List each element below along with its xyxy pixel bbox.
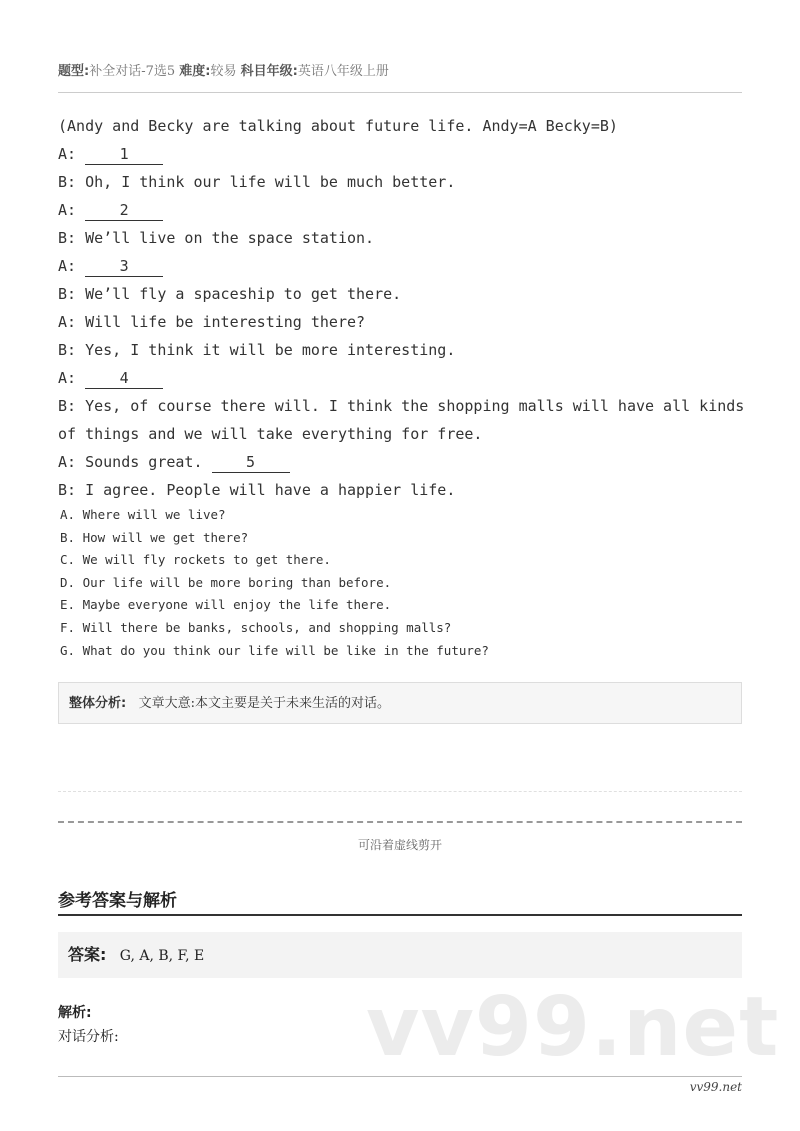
options-list (60, 504, 740, 662)
explanation-label: 解析: (58, 1005, 92, 1021)
faint-divider (58, 791, 742, 792)
header-divider (58, 92, 742, 93)
answer-label: 答案: (68, 945, 107, 964)
dialogue-line (58, 252, 742, 280)
dialog-analysis-label: 对话分析: (58, 1029, 119, 1045)
dialogue-line (58, 280, 742, 308)
dialogue-line (58, 168, 742, 196)
dialogue-text: B: We’ll live on the space station. (58, 229, 375, 247)
dialogue-text: B: We’ll fly a spaceship to get there. (58, 285, 402, 303)
dialogue-line (58, 224, 742, 252)
dialogue-text: B: Yes, of course there will. I think the shopping malls will have all kinds (58, 397, 745, 415)
option-item: D. Our life will be more boring than before. (60, 574, 392, 590)
dialogue-text: A: (58, 369, 86, 387)
cut-line (58, 821, 742, 823)
answer-box (58, 932, 742, 978)
option-item: E. Maybe everyone will enjoy the life there. (60, 597, 392, 613)
answer-blank[interactable]: 1 (85, 144, 163, 165)
dialogue-line (58, 364, 742, 392)
dialogue-text: (Andy and Becky are talking about future life. Andy=A Becky=B) (58, 117, 618, 135)
answer-blank[interactable]: 3 (85, 256, 163, 277)
option-item: C. We will fly rockets to get there. (60, 552, 331, 568)
dialogue-text: A: Will life be interesting there? (58, 313, 366, 331)
dialogue-text: B: Oh, I think our life will be much better. (58, 173, 456, 191)
cut-hint: 可沿着虚线剪开 (357, 838, 442, 852)
dialogue-text: A: (58, 257, 86, 275)
footer-site: vv99.net (689, 1080, 742, 1094)
answer-blank[interactable]: 5 (212, 452, 290, 473)
difficulty-value: 较易 (210, 64, 237, 79)
dialogue-line (58, 140, 742, 168)
section-divider (58, 914, 742, 916)
dialogue-line (58, 308, 742, 336)
dialogue-line (58, 420, 742, 448)
question-meta (58, 60, 742, 79)
dialogue-line (58, 392, 745, 420)
subject-value: 英语八年级上册 (297, 64, 389, 79)
type-value: 补全对话-7选5 (89, 64, 176, 79)
dialogue-text: A: (58, 201, 86, 219)
option-item: G. What do you think our life will be like in the future? (60, 642, 489, 658)
overall-analysis (58, 682, 742, 724)
dialogue-text: B: Yes, I think it will be more interesting. (58, 341, 456, 359)
dialogue-line (58, 336, 742, 364)
answer-value: G, A, B, F, E (119, 948, 205, 964)
answer-blank[interactable]: 4 (85, 368, 163, 389)
dialogue-line (58, 112, 742, 140)
dialogue-line (58, 476, 742, 504)
option-item: B. How will we get there? (60, 529, 249, 545)
dialogue-line (58, 196, 742, 224)
analysis-label: 整体分析: (69, 696, 127, 711)
option-item: F. Will there be banks, schools, and shopping malls? (60, 619, 452, 635)
dialogue-text: A: Sounds great. (58, 453, 212, 471)
dialogue-text: of things and we will take everything for free. (58, 425, 483, 443)
dialogue-text: B: I agree. People will have a happier life. (58, 481, 456, 499)
difficulty-label: 难度: (179, 64, 211, 79)
answer-blank[interactable]: 2 (85, 200, 163, 221)
dialogue-text: A: (58, 145, 86, 163)
watermark: vv99.net (366, 980, 780, 1075)
section-title: 参考答案与解析 (58, 891, 177, 911)
analysis-text: 文章大意:本文主要是关于未来生活的对话。 (138, 696, 390, 711)
dialogue (58, 112, 745, 504)
dialogue-line (58, 448, 742, 476)
type-label: 题型: (58, 64, 90, 79)
subject-label: 科目年级: (240, 64, 298, 79)
option-item: A. Where will we live? (60, 507, 226, 522)
footer-divider (58, 1076, 742, 1077)
